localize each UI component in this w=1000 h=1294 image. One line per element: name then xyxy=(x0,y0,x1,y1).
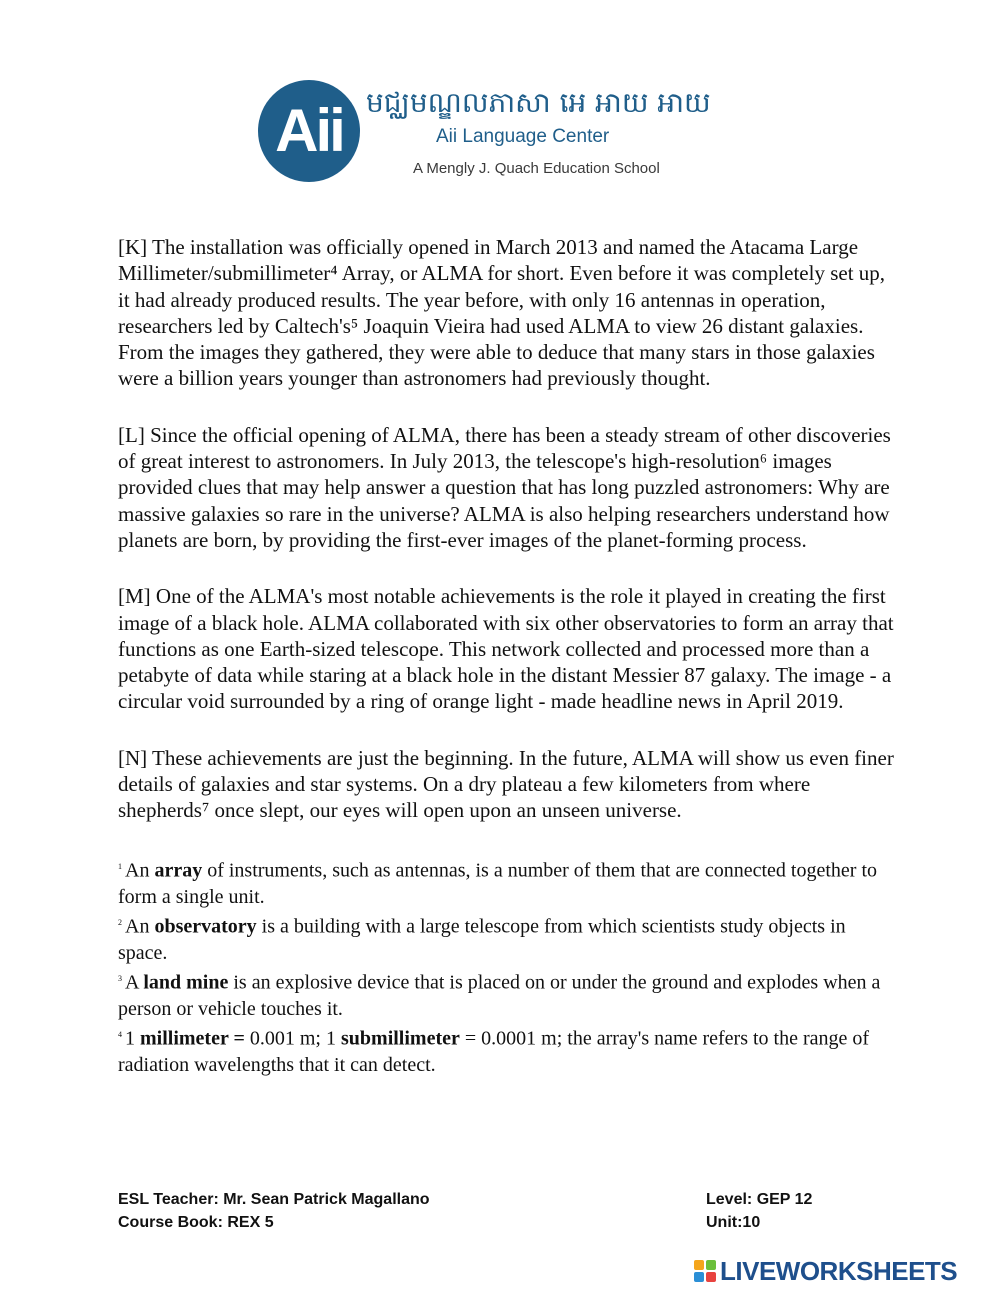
footnote-term: millimeter = xyxy=(140,1028,245,1051)
teacher-name: ESL Teacher: Mr. Sean Patrick Magallano xyxy=(118,1191,430,1208)
course-book: Course Book: REX 5 xyxy=(118,1214,274,1231)
footnote-3: $^3$ A land mine is an explosive device that is placed on or under the ground and explodes when a person or vehicle touches it. xyxy=(118,971,881,1021)
footnote-term: array xyxy=(154,859,203,882)
logo-letters: Aii xyxy=(275,97,343,164)
footnote-number: 1 xyxy=(118,861,122,871)
paragraph-k: [K] The installation was officially opened in March 2013 and named the Atacama Large Millimeter/submillimeter⁴ Array, or ALMA for short. Even before it was completely set up, it had already produced results. The year before, with only 16 antennas in operation, researchers led by Caltech's⁵ Joaquin Vieira had used ALMA to view 26 distant galaxies. From the images they gathered, they were able to deduce that many stars in those galaxies were a billion years younger than astronomers had previously thought. xyxy=(118,235,886,391)
logo-school-name: Aii Language Center xyxy=(436,126,610,147)
footnotes xyxy=(118,854,898,1079)
footnote-1: $^1$ An array of instruments, such as antennas, is a number of them that are connected together to form a single unit. xyxy=(118,859,878,908)
paragraph-n: [N] These achievements are just the beginning. In the future, ALMA will show us even finer details of galaxies and star systems. On a dry plateau a few kilometers from where shepherds⁷ once slept, our eyes will open upon an unseen universe. xyxy=(118,745,894,823)
level-label: Level: GEP 12 xyxy=(706,1191,813,1208)
logo-khmer-name: មជ្ឈមណ្ឌលភាសា អេ អាយ អាយ xyxy=(366,86,711,119)
footer-left xyxy=(118,1188,430,1234)
reading-text xyxy=(118,234,898,1079)
footnote-term: land mine xyxy=(143,971,229,994)
paragraph-m: [M] One of the ALMA's most notable achievements is the role it played in creating the first image of a black hole. ALMA collaborated with six other observatories to form an array that functions as one Earth-sized telescope. This network collected and processed more than a petabyte of data while staring at a black hole in the distant Messier 87 galaxy. The image - a circular void surrounded by a ring of orange light - made headline news in April 2019. xyxy=(118,584,894,714)
unit-label: Unit:10 xyxy=(706,1214,761,1231)
liveworksheets-brand[interactable] xyxy=(694,1256,994,1286)
footnote-number: 4 xyxy=(118,1030,122,1040)
footnote-4: $^4$ 1 millimeter = 0.001 m; 1 submillimeter = 0.0001 m; the array's name refers to the range of radiation wavelengths that it can detect. xyxy=(118,1028,870,1077)
footnote-term-2: submillimeter xyxy=(341,1028,460,1051)
liveworksheets-icon xyxy=(694,1260,716,1282)
footer-right xyxy=(706,1188,812,1234)
footnote-number: 2 xyxy=(118,917,122,927)
footnote-number: 3 xyxy=(118,974,122,984)
footnote-2: $^2$ An observatory is a building with a large telescope from which scientists study objects in space. xyxy=(118,915,846,964)
logo-tagline: A Mengly J. Quach Education School xyxy=(413,160,660,177)
liveworksheets-text: LIVEWORKSHEETS xyxy=(720,1256,958,1286)
paragraph-l: [L] Since the official opening of ALMA, there has been a steady stream of other discoveries of great interest to astronomers. In July 2013, the telescope's high-resolution⁶ images provided clues that may help answer a question that has long puzzled astronomers: Why are massive galaxies so rare in the universe? ALMA is also helping researchers understand how planets are born, by providing the first-ever images of the planet-forming process. xyxy=(118,422,891,552)
school-logo xyxy=(258,80,718,185)
footnote-term: observatory xyxy=(154,915,257,938)
